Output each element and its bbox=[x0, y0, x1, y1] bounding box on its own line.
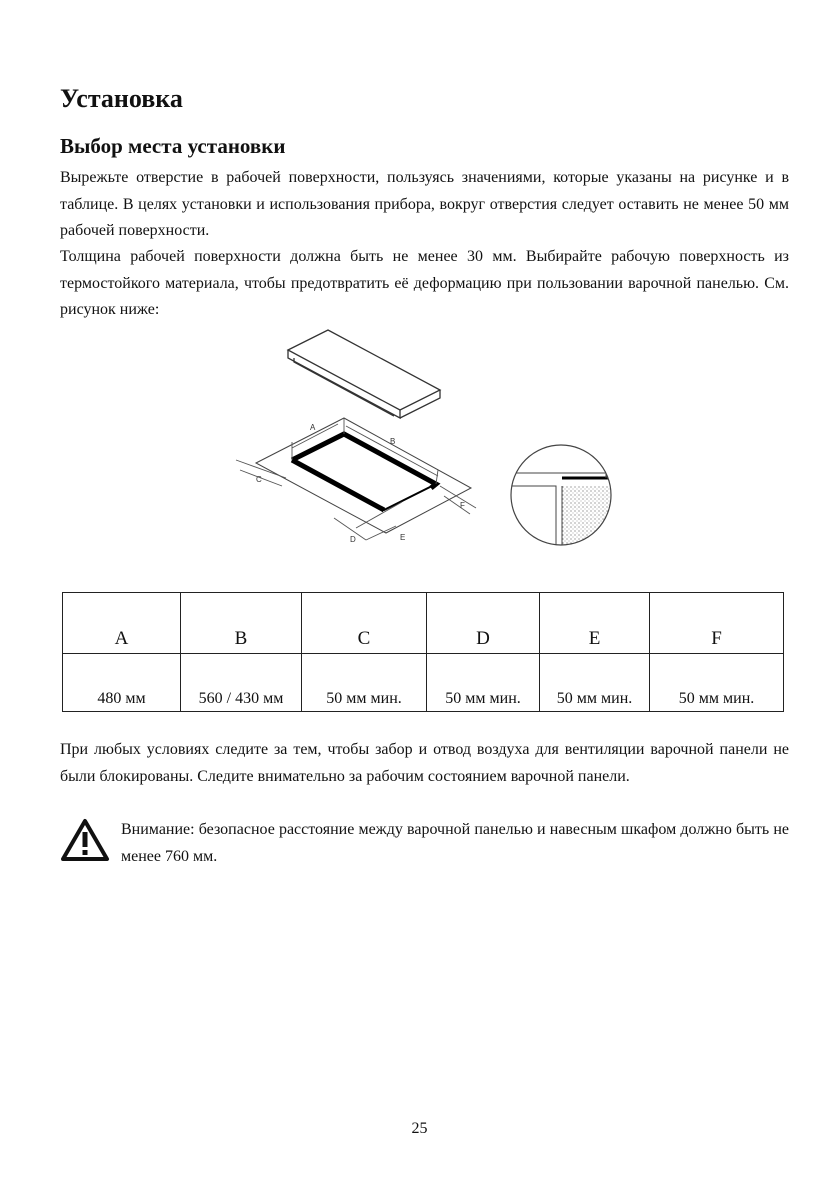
installation-diagram bbox=[226, 318, 626, 558]
table-value-a: 480 мм bbox=[63, 654, 181, 712]
table-value-e: 50 мм мин. bbox=[540, 654, 650, 712]
warning-text: Внимание: безопасное расстояние между варочной панелью и навесным шкафом должно быть не менее 760 мм. bbox=[121, 821, 789, 865]
table-header-d: D bbox=[427, 593, 540, 654]
table-header-a: A bbox=[63, 593, 181, 654]
subsection-title: Выбор места установки bbox=[60, 134, 286, 158]
dim-label-f: F bbox=[460, 501, 465, 510]
table-header-c: C bbox=[302, 593, 427, 654]
table-value-d: 50 мм мин. bbox=[427, 654, 540, 712]
table-value-b: 560 / 430 мм bbox=[181, 654, 302, 712]
table-header-e: E bbox=[540, 593, 650, 654]
warning-triangle-icon bbox=[60, 818, 110, 862]
paragraph-ventilation: При любых условиях следите за тем, чтобы забор и отвод воздуха для вентиляции варочной панели не были блокированы. Следите внимательно за рабочим состоянием варочной панели. bbox=[60, 741, 789, 785]
dim-label-c: C bbox=[256, 475, 262, 484]
dim-label-a: A bbox=[310, 423, 316, 432]
table-value-c: 50 мм мин. bbox=[302, 654, 427, 712]
section-title: Установка bbox=[60, 84, 183, 113]
table-header-b: B bbox=[181, 593, 302, 654]
paragraph-cutout: Вырежьте отверстие в рабочей поверхности, пользуясь значениями, которые указаны на рисунке и в таблице. В целях установки и использования прибора, вокруг отверстия следует оставить не менее 50 мм рабочей поверхности. bbox=[60, 169, 789, 239]
table-value-f: 50 мм мин. bbox=[650, 654, 784, 712]
table-header-f: F bbox=[650, 593, 784, 654]
dim-label-e: E bbox=[400, 533, 406, 542]
hob-illustration bbox=[288, 330, 440, 418]
paragraph-thickness: Толщина рабочей поверхности должна быть не менее 30 мм. Выбирайте рабочую поверхность из термостойкого материала, чтобы предотвратить её деформацию при пользовании варочной панелью. См. рисунок ниже: bbox=[60, 248, 789, 318]
page-number: 25 bbox=[411, 1120, 428, 1137]
detail-circle-illustration bbox=[506, 445, 622, 556]
dimensions-table bbox=[62, 592, 784, 712]
dim-label-d: D bbox=[350, 535, 356, 544]
dim-label-b: B bbox=[390, 437, 396, 446]
